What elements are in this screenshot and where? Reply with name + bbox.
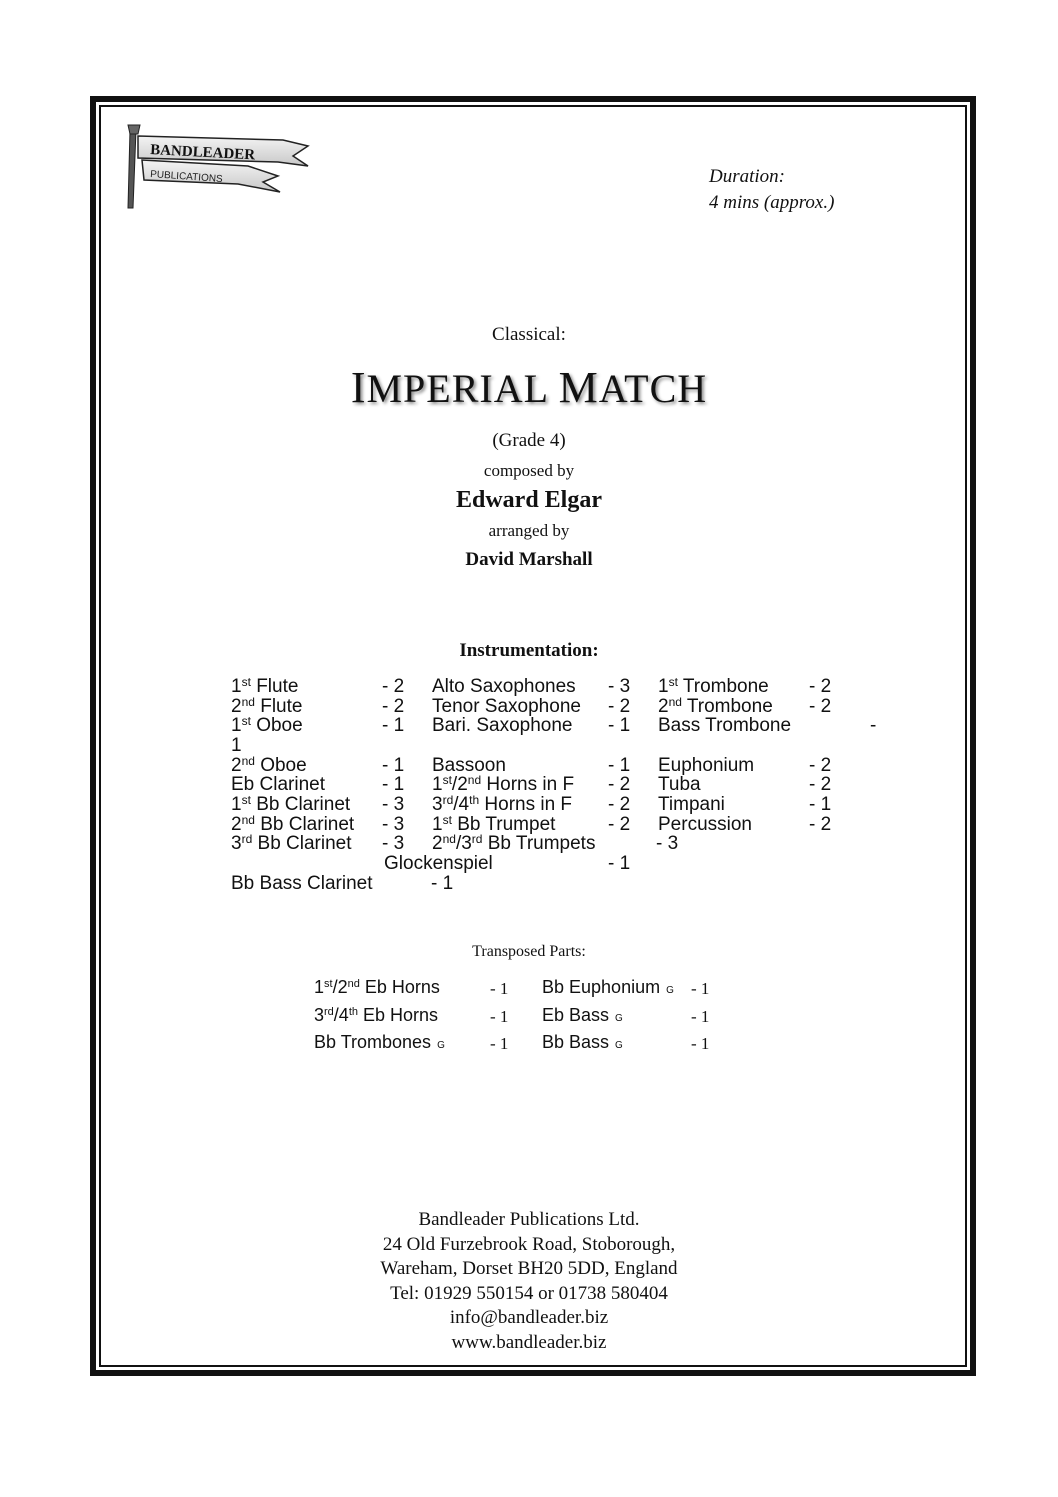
instrument-row: Euphonium [658,755,755,776]
instrument-count: - 1 [608,715,631,736]
bass-clarinet-label: Bb Bass Clarinet [231,873,373,894]
instrument-row: 2nd Oboe [231,754,307,776]
town: Wareham, Dorset BH20 5DD, England [380,1258,678,1280]
bass-clarinet-count: - 1 [431,873,454,894]
duration [709,164,834,216]
inner-border [99,105,967,1367]
instrument-row: Bass Trombone [658,715,792,736]
transposed-left-count: - 1 [490,1007,509,1026]
transposed-left-count: - 1 [490,979,509,998]
instrument-count: - 1 [382,715,405,736]
arranged-by-label: arranged by [488,521,570,540]
instrument-row: 1st Bb Trumpet [432,813,556,835]
composed-by-label: composed by [483,461,575,480]
transposed-right: Bb Euphonium G [542,977,674,997]
transposed-left: 3rd/4th Eb Horns [314,1005,439,1025]
instrument-count: - 3 [382,814,405,835]
publisher-address [0,1208,1058,1356]
instrument-count: - 2 [809,696,832,717]
category: Classical: [492,324,566,345]
logo-line2: PUBLICATIONS [149,169,223,186]
telephone: Tel: 01929 550154 or 01738 580404 [390,1282,668,1304]
duration-value: 4 mins (approx.) [709,192,835,213]
instrument-count: - 1 [382,774,405,795]
transposed-heading: Transposed Parts: [472,943,586,960]
instrument-count: - 2 [608,774,631,795]
instrument-row: 2nd Flute [231,695,303,717]
instrument-count: - 2 [608,794,631,815]
instrument-row: Bari. Saxophone [432,715,573,736]
instrument-row: 3rd/4th Horns in F [432,793,573,815]
instrument-count: - 3 [382,833,405,854]
instrument-count: - 2 [608,696,631,717]
instrument-count: - 3 [608,676,631,697]
page-title [0,362,1058,413]
logo-line1: BANDLEADER [149,142,256,164]
transposed-left: Bb Trombones G [314,1032,445,1052]
instrument-count: - 1 [382,755,405,776]
instrument-count: - 1 [809,794,832,815]
title-rest-2: ATCH [598,366,708,411]
instrument-count: - 3 [382,794,405,815]
bandleader-logo [118,122,318,212]
title-rest-1: MPERIAL [366,366,559,411]
instrument-count: - 2 [809,676,832,697]
instrument-count: - 2 [382,676,405,697]
instrument-row: 2nd/3rd Bb Trumpets [432,832,596,854]
instrument-count: - 2 [608,814,631,835]
transposed-right-count: - 1 [691,1007,710,1026]
transposed-left-count: - 1 [490,1034,509,1053]
glockenspiel-count: - 1 [608,853,631,874]
instrument-row: 2nd Bb Clarinet [231,813,355,835]
title-cap-2: M [558,363,599,412]
street: 24 Old Furzebrook Road, Stoborough, [382,1233,676,1255]
company-name: Bandleader Publications Ltd. [418,1209,640,1230]
transposed-right-count: - 1 [691,979,710,998]
instrument-row: 1st Oboe [231,714,303,736]
instrument-count: - 2 [809,814,832,835]
wrapped-count: 1 [231,735,242,756]
instrument-row: 1st Bb Clarinet [231,793,351,815]
instrument-row: Timpani [658,794,725,815]
instrument-row: 1st Trombone [658,675,769,697]
instrument-count: - 2 [809,755,832,776]
glockenspiel-label: Glockenspiel [384,853,493,874]
composer-name: Edward Elgar [455,487,602,513]
instrument-row: Alto Saxophones [432,676,576,697]
instrument-row: 1st/2nd Horns in F [432,773,575,795]
transposed-left: 1st/2nd Eb Horns [314,977,440,997]
instrument-row: Percussion [658,814,752,835]
transposed-right: Eb Bass G [542,1005,623,1025]
instrument-count: - 3 [656,833,679,854]
transposed-right-count: - 1 [691,1034,710,1053]
duration-label: Duration: [709,166,785,187]
instrument-count: - 2 [382,696,405,717]
instrument-row: Tenor Saxophone [432,696,581,717]
instrument-row: Bassoon [432,755,506,776]
instrument-row: Tuba [658,774,701,795]
instrument-count: - [870,715,877,736]
instrument-row: 2nd Trombone [658,695,773,717]
website-link[interactable]: www.bandleader.biz [451,1331,607,1353]
grade: (Grade 4) [492,430,566,451]
instrument-count: - 2 [809,774,832,795]
arranger-name: David Marshall [465,549,593,570]
title-cap-1: I [350,363,367,412]
instrument-count: - 1 [608,755,631,776]
instrument-row: 1st Flute [231,675,299,697]
transposed-right: Bb Bass G [542,1032,623,1052]
email-link[interactable]: info@bandleader.biz [449,1307,609,1329]
instrument-row: Eb Clarinet [231,774,325,795]
instrument-row: 3rd Bb Clarinet [231,832,352,854]
instrumentation-heading: Instrumentation: [459,640,599,661]
